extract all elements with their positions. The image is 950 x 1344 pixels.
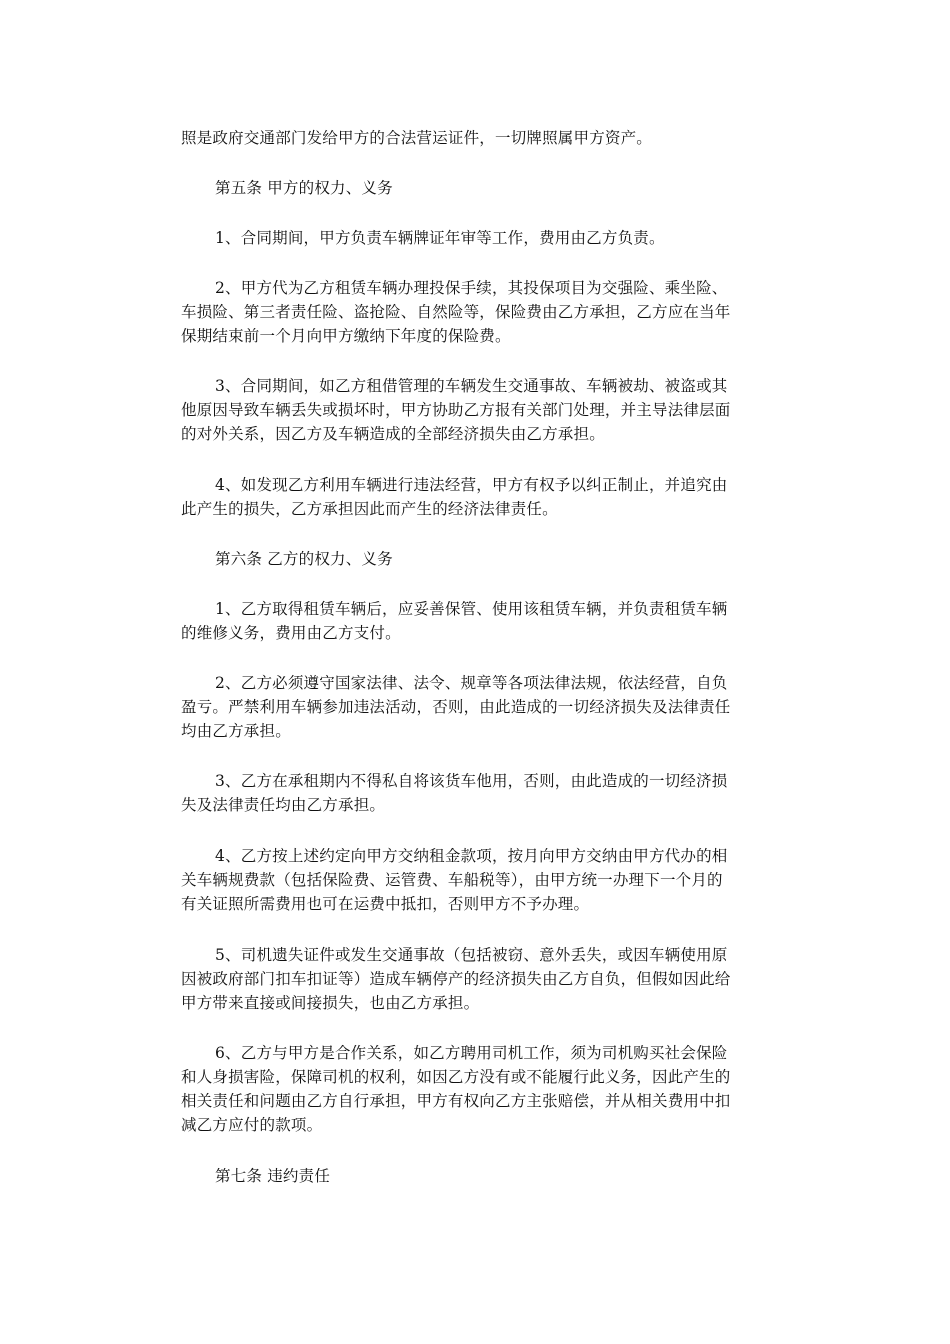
article-5-item-3-line-2: 他原因导致车辆丢失或损坏时，甲方协助乙方报有关部门处理，并主导法律层面: [181, 401, 731, 419]
article-6-item-4-line-2: 关车辆规费款（包括保险费、运管费、车船税等），由甲方统一办理下一个月的: [181, 871, 723, 889]
article-6-item-5-line-3: 甲方带来直接或间接损失，也由乙方承担。: [181, 994, 480, 1012]
article-6-item-1-line-2: 的维修义务，费用由乙方支付。: [181, 624, 401, 642]
article-5-item-2-line-1: 2、甲方代为乙方租赁车辆办理投保手续，其投保项目为交强险、乘坐险、: [215, 279, 728, 297]
article-6-item-2-line-1: 2、乙方必须遵守国家法律、法令、规章等各项法律法规，依法经营，自负: [215, 674, 728, 692]
article-6-item-3-line-1: 3、乙方在承租期内不得私自将该货车他用，否则，由此造成的一切经济损: [215, 772, 728, 790]
article-5-item-4-line-1: 4、如发现乙方利用车辆进行违法经营，甲方有权予以纠正制止，并追究由: [215, 476, 728, 494]
article-6-item-6-line-4: 减乙方应付的款项。: [181, 1116, 323, 1134]
article-6-item-3-line-2: 失及法律责任均由乙方承担。: [181, 796, 386, 814]
article-7-heading: 第七条 违约责任: [215, 1167, 331, 1185]
article-6-item-1-line-1: 1、乙方取得租赁车辆后，应妥善保管、使用该租赁车辆，并负责租赁车辆: [215, 600, 728, 618]
article-5-heading: 第五条 甲方的权力、义务: [215, 179, 393, 197]
article-6-item-6-line-3: 相关责任和问题由乙方自行承担，甲方有权向乙方主张赔偿，并从相关费用中扣: [181, 1092, 731, 1110]
intro-line: 照是政府交通部门发给甲方的合法营运证件，一切牌照属甲方资产。: [181, 129, 653, 147]
article-5-item-3-line-1: 3、合同期间，如乙方租借管理的车辆发生交通事故、车辆被劫、被盗或其: [215, 377, 728, 395]
article-5-item-1-line-1: 1、合同期间，甲方负责车辆牌证年审等工作，费用由乙方负责。: [215, 229, 665, 247]
article-5-item-4-line-2: 此产生的损失，乙方承担因此而产生的经济法律责任。: [181, 500, 558, 518]
article-6-item-5-line-1: 5、司机遗失证件或发生交通事故（包括被窃、意外丢失，或因车辆使用原: [215, 946, 728, 964]
article-5-item-2-line-2: 车损险、第三者责任险、盗抢险、自然险等，保险费由乙方承担，乙方应在当年: [181, 303, 731, 321]
article-6-item-5-line-2: 因被政府部门扣车扣证等）造成车辆停产的经济损失由乙方自负，但假如因此给: [181, 970, 731, 988]
article-6-item-4-line-1: 4、乙方按上述约定向甲方交纳租金款项，按月向甲方交纳由甲方代办的相: [215, 847, 728, 865]
article-6-item-6-line-1: 6、乙方与甲方是合作关系，如乙方聘用司机工作，须为司机购买社会保险: [215, 1044, 728, 1062]
article-6-item-6-line-2: 和人身损害险，保障司机的权利，如因乙方没有或不能履行此义务，因此产生的: [181, 1068, 731, 1086]
article-6-item-4-line-3: 有关证照所需费用也可在运费中抵扣，否则甲方不予办理。: [181, 895, 590, 913]
article-6-item-2-line-3: 均由乙方承担。: [181, 722, 291, 740]
article-5-item-2-line-3: 保期结束前一个月向甲方缴纳下年度的保险费。: [181, 327, 511, 345]
article-6-heading: 第六条 乙方的权力、义务: [215, 550, 393, 568]
article-6-item-2-line-2: 盈亏。严禁利用车辆参加违法活动，否则，由此造成的一切经济损失及法律责任: [181, 698, 731, 716]
article-5-item-3-line-3: 的对外关系，因乙方及车辆造成的全部经济损失由乙方承担。: [181, 425, 605, 443]
